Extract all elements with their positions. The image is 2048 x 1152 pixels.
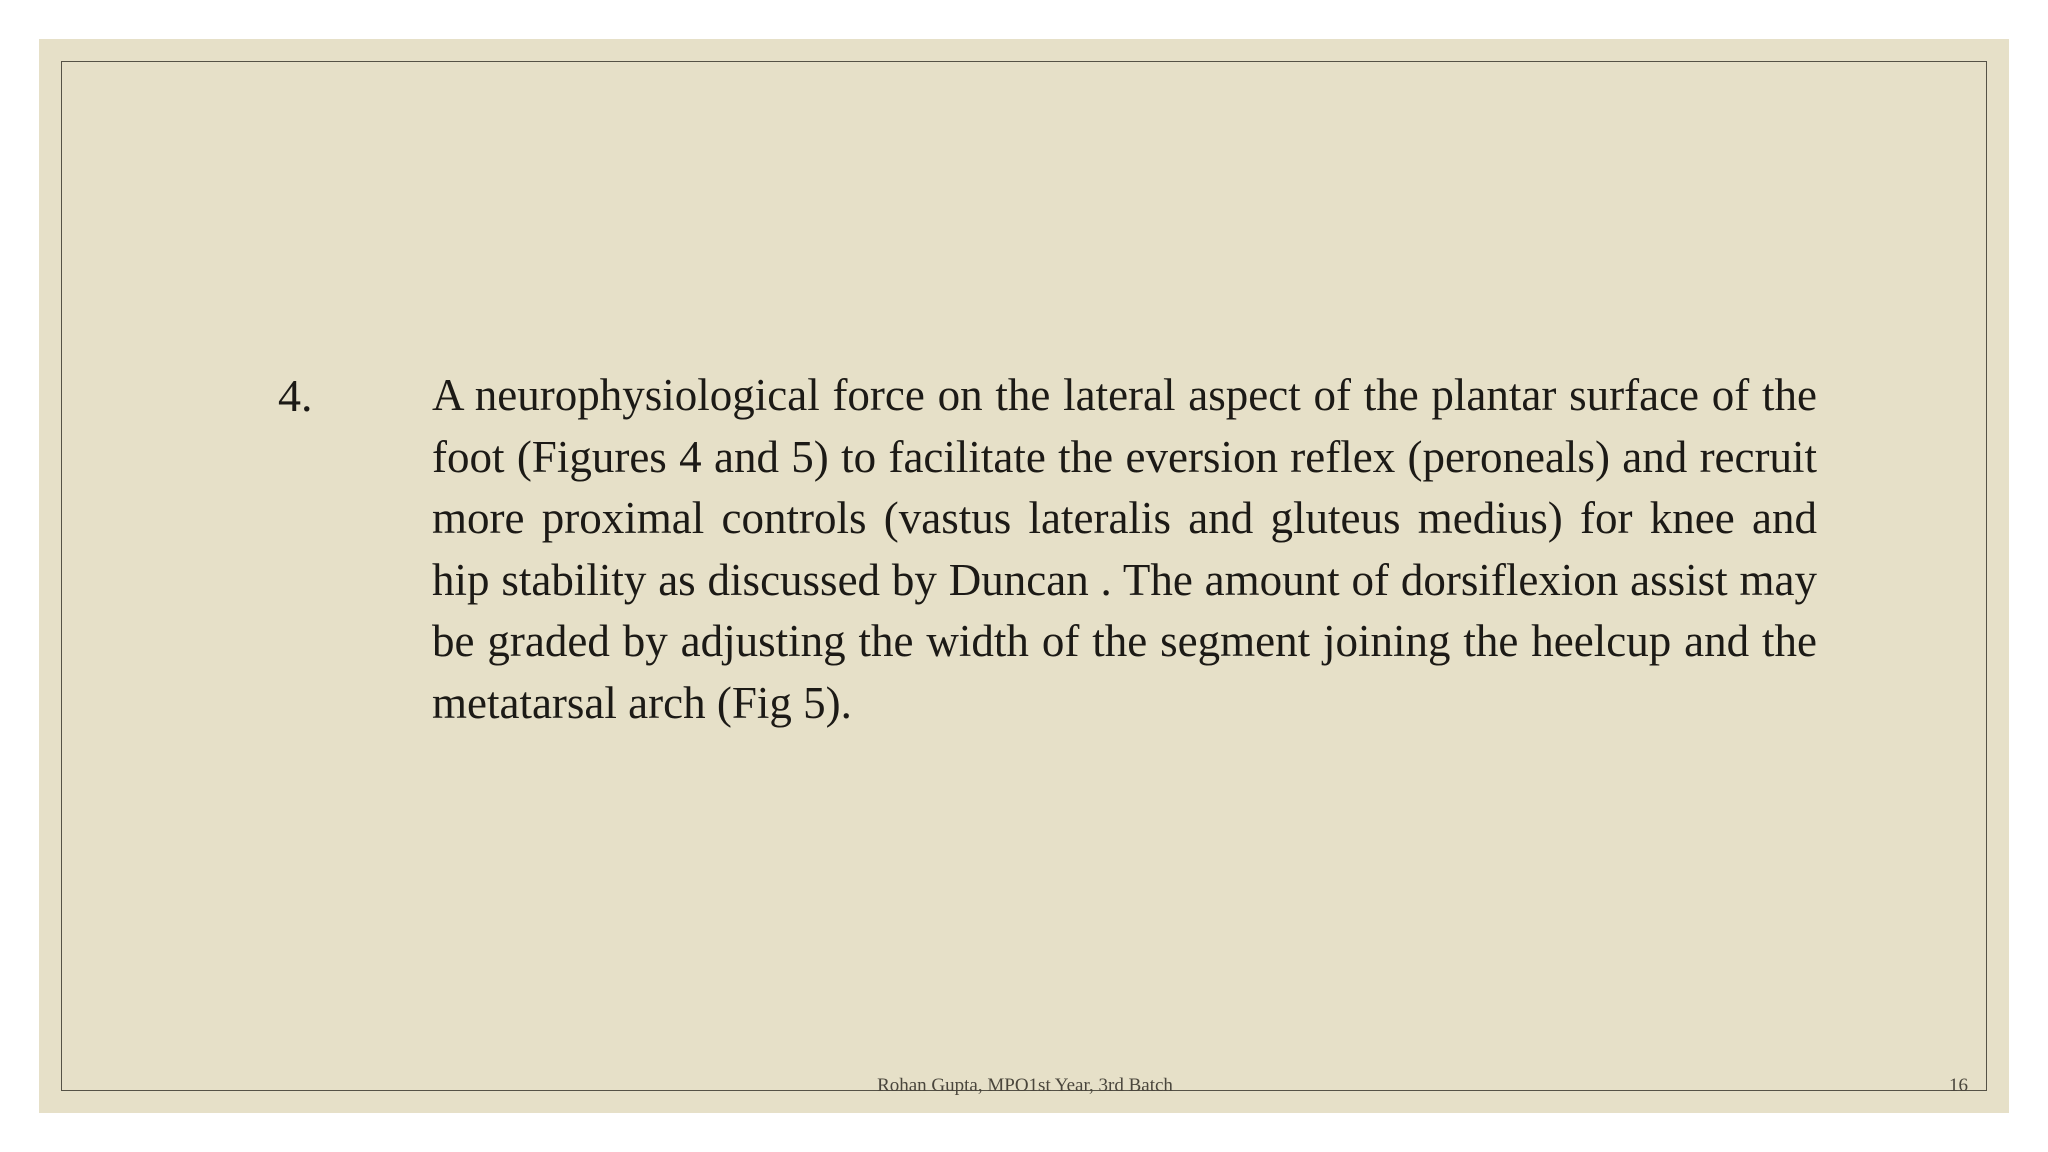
- slide-border-frame: [61, 61, 1987, 1096]
- slide-page-number: 16: [1949, 1075, 1968, 1096]
- slide-footer: Rohan Gupta, MPO1st Year, 3rd Batch: [877, 1075, 1173, 1096]
- list-item-number: 4.: [278, 370, 313, 421]
- list-item-text: A neurophysiological force on the lateral aspect of the plantar surface of the foot (Figures 4 and 5) to facilitate the eversion reflex (peroneals) and recruit more proximal controls (vastus lateralis and gluteus medius) for knee and hip stability as discussed by Duncan . The amount of dorsiflexion assist may be graded by adjusting the width of the segment joining the heelcup and the metatarsal arch (Fig 5).: [432, 370, 1817, 728]
- slide: [39, 39, 2009, 1113]
